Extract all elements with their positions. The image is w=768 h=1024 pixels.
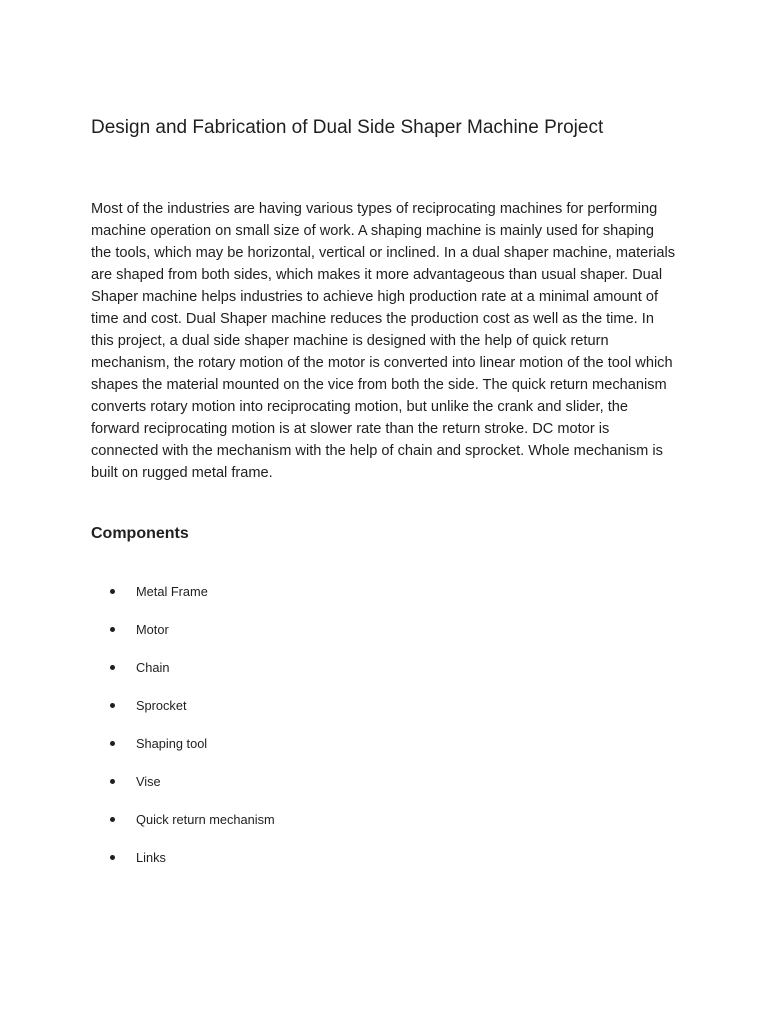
- document-title: Design and Fabrication of Dual Side Shaper Machine Project: [91, 117, 604, 138]
- component-item-motor: [0, 617, 768, 655]
- component-label: Links: [136, 850, 166, 865]
- component-label: Quick return mechanism: [136, 812, 275, 827]
- bullet-icon: [110, 855, 115, 860]
- components-heading: Components: [91, 525, 189, 542]
- bullet-icon: [110, 627, 115, 632]
- bullet-icon: [110, 589, 115, 594]
- component-label: Vise: [136, 774, 161, 789]
- component-item-vise: [0, 769, 768, 807]
- component-item-shaping-tool: [0, 731, 768, 769]
- component-item-sprocket: [0, 693, 768, 731]
- components-list: [0, 579, 768, 883]
- component-label: Metal Frame: [136, 584, 208, 599]
- bullet-icon: [110, 703, 115, 708]
- bullet-icon: [110, 741, 115, 746]
- component-label: Sprocket: [136, 698, 187, 713]
- bullet-icon: [110, 817, 115, 822]
- component-label: Chain: [136, 660, 170, 675]
- component-item-quick-return-mechanism: [0, 807, 768, 845]
- intro-paragraph: Most of the industries are having various types of reciprocating machines for performing machine operation on small size of work. A shaping machine is mainly used for shaping the tools, which may be horizontal, vertical or inclined. In a dual shaper machine, materials are shaped from both sides, which makes it more advantageous than usual shaper. Dual Shaper machine helps industries to achieve high production rate at a minimal amount of time and cost. Dual Shaper machine reduces the production cost as well as the time. In this project, a dual side shaper machine is designed with the help of quick return mechanism, the rotary motion of the motor is converted into linear motion of the tool which shapes the material mounted on the vice from both the side. The quick return mechanism converts rotary motion into reciprocating motion, but unlike the crank and slider, the forward reciprocating motion is at slower rate than the return stroke. DC motor is connected with the mechanism with the help of chain and sprocket. Whole mechanism is built on rugged metal frame.: [91, 201, 676, 481]
- component-item-links: [0, 845, 768, 883]
- bullet-icon: [110, 779, 115, 784]
- component-label: Motor: [136, 622, 169, 637]
- component-label: Shaping tool: [136, 736, 208, 751]
- bullet-icon: [110, 665, 115, 670]
- component-item-chain: [0, 655, 768, 693]
- component-item-metal-frame: [0, 579, 768, 617]
